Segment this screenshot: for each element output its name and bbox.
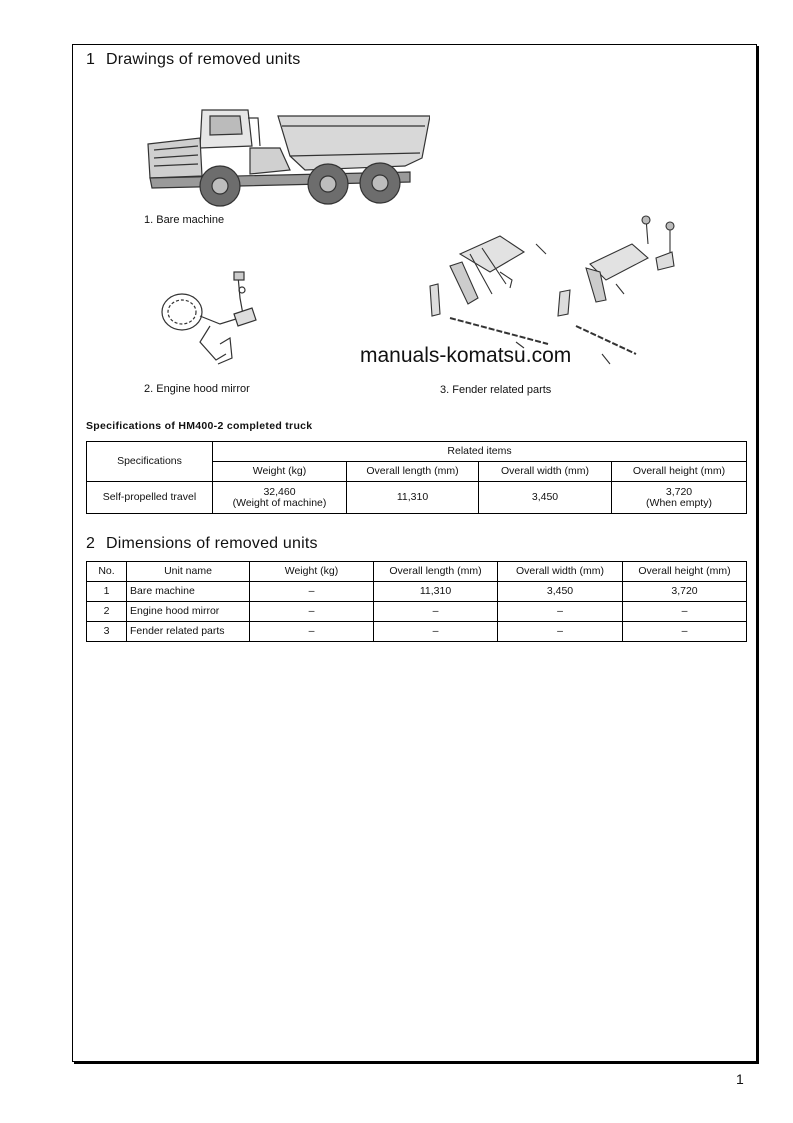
spec-header-weight: Weight (kg) — [213, 462, 347, 482]
unit-weight: – — [250, 622, 374, 642]
watermark: manuals-komatsu.com — [360, 344, 572, 367]
unit-height: 3,720 — [623, 582, 747, 602]
spec-cell-length: 11,310 — [347, 482, 479, 514]
unit-length: 11,310 — [374, 582, 498, 602]
caption-bare-machine: 1. Bare machine — [144, 214, 225, 226]
unit-no: 3 — [87, 622, 127, 642]
table-row — [87, 602, 747, 622]
section-1-title: 1 Drawings of removed units — [86, 51, 301, 68]
table-row — [87, 622, 747, 642]
spec-header-related-items: Related items — [213, 442, 747, 462]
spec-header-height: Overall height (mm) — [612, 462, 747, 482]
spec-cell-width: 3,450 — [479, 482, 612, 514]
units-header-no: No. — [87, 562, 127, 582]
engine-hood-mirror-drawing — [160, 268, 270, 376]
spec-header-specifications: Specifications — [87, 442, 213, 482]
unit-height: – — [623, 602, 747, 622]
unit-length: – — [374, 602, 498, 622]
removed-units-table — [86, 561, 747, 642]
unit-weight: – — [250, 582, 374, 602]
unit-width: 3,450 — [498, 582, 623, 602]
spec-cell-height — [612, 482, 747, 514]
spec-cell-weight — [213, 482, 347, 514]
unit-name: Engine hood mirror — [127, 602, 250, 622]
unit-width: – — [498, 622, 623, 642]
unit-no: 2 — [87, 602, 127, 622]
section-2-title: 2 Dimensions of removed units — [86, 535, 318, 552]
units-header-name: Unit name — [127, 562, 250, 582]
units-header-height: Overall height (mm) — [623, 562, 747, 582]
unit-name: Fender related parts — [127, 622, 250, 642]
spec-header-width: Overall width (mm) — [479, 462, 612, 482]
spec-weight-note: (Weight of machine) — [232, 496, 327, 509]
specifications-table — [86, 441, 747, 514]
unit-width: – — [498, 602, 623, 622]
unit-height: – — [623, 622, 747, 642]
spec-weight-value: 32,460 — [263, 485, 296, 498]
spec-height-value: 3,720 — [665, 485, 693, 498]
spec-row-label: Self-propelled travel — [87, 482, 213, 514]
spec-header-length: Overall length (mm) — [347, 462, 479, 482]
unit-length: – — [374, 622, 498, 642]
caption-engine-hood-mirror: 2. Engine hood mirror — [144, 383, 250, 395]
caption-fender-parts: 3. Fender related parts — [440, 384, 552, 396]
units-header-weight: Weight (kg) — [250, 562, 374, 582]
page-number: 1 — [736, 1071, 744, 1087]
spec-table-title: Specifications of HM400-2 completed truck — [86, 420, 313, 432]
unit-name: Bare machine — [127, 582, 250, 602]
unit-weight: – — [250, 602, 374, 622]
unit-no: 1 — [87, 582, 127, 602]
bare-machine-drawing — [140, 98, 430, 210]
units-header-length: Overall length (mm) — [374, 562, 498, 582]
table-row — [87, 582, 747, 602]
spec-height-note: (When empty) — [646, 496, 712, 509]
units-header-width: Overall width (mm) — [498, 562, 623, 582]
